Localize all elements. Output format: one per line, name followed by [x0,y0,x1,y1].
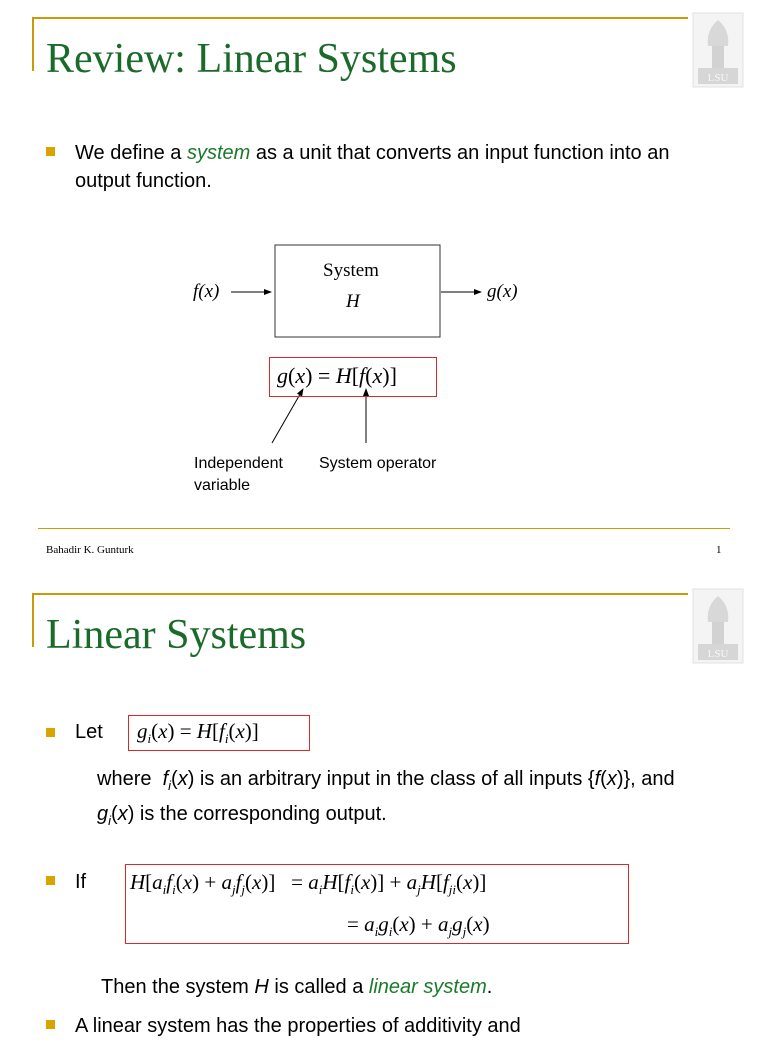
page-number: 1 [716,544,722,556]
bullet-marker [46,147,55,156]
slide-2 [0,576,768,1037]
slide-title: Linear Systems [46,612,307,658]
top-rule [32,17,688,19]
where-text: where $f_i(x)$ is an arbitrary input in the class of all inputs {f(x)}, and $g_i(x)$ is the corresponding output. [97,768,675,828]
linearity-equation-line2: = $a_ig_i(x) + a_jg_j(x)$ [347,912,490,940]
svg-text:LSU: LSU [707,72,729,84]
lsu-logo [692,588,744,664]
bullet-marker [46,728,55,737]
title-rule-vertical [32,593,34,647]
linearity-equation-line1: $H[a_if_i(x) + a_jf_j(x)] = a_iH[f_i(x)] + a_jH[f_{ji}(x)]$ [130,870,487,898]
top-rule [32,593,688,595]
if-label: If [75,871,87,893]
svg-text:LSU: LSU [707,648,729,660]
system-equation: g(x) = H[f(x)] [277,363,397,388]
input-label: f(x) [193,281,220,302]
bullet-text: We define a system as a unit that converts an input function into an output function. [75,142,670,192]
then-text: Then the system H is called a linear system. [101,976,493,998]
footer-author: Bahadir K. Gunturk [46,544,134,556]
bullet-marker-partial [46,1020,55,1029]
box-label: System [323,260,379,281]
let-label: Let [75,721,103,743]
footer-rule [38,528,730,529]
let-equation: $g_i(x) = H[f_i(x)]$ [137,719,259,747]
annotation-independent-variable: Independent variable [194,455,283,494]
next-bullet-partial: A linear system has the properties of additivity and [75,1015,521,1037]
lsu-logo [692,12,744,88]
bullet-marker [46,876,55,885]
box-operator: H [346,291,360,312]
title-rule-vertical [32,17,34,71]
annotation-system-operator: System operator [319,455,437,472]
output-label: g(x) [487,281,518,302]
slide-title: Review: Linear Systems [46,36,457,82]
